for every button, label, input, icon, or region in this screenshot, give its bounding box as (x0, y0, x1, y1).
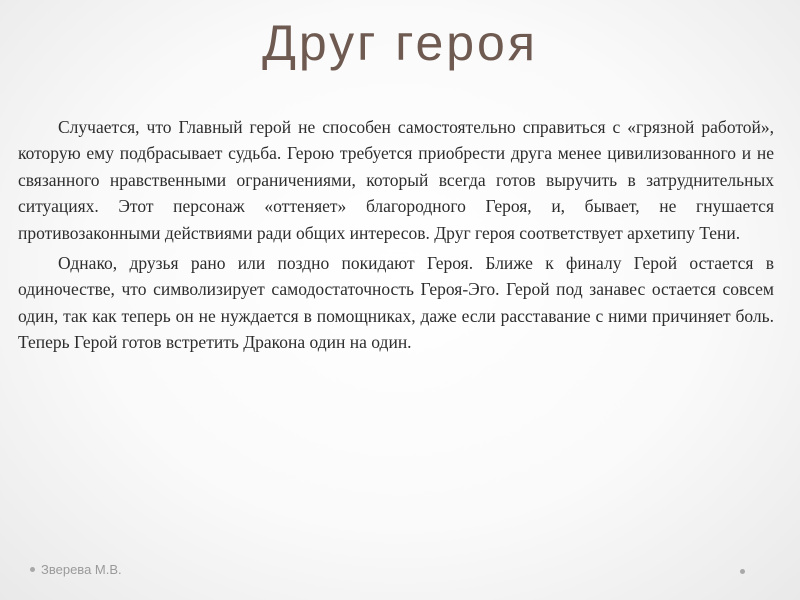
slide-body (18, 114, 774, 360)
corner-dot-icon (740, 569, 745, 574)
slide-title: Друг героя (262, 15, 538, 71)
bullet-dot-icon (30, 567, 35, 572)
paragraph-2: Однако, друзья рано или поздно покидают Героя. Ближе к финалу Герой остается в одиночестве, что символизирует самодостаточность Героя-Эго. Герой под занавес остается совсем один, так как теперь он не нуждается в помощниках, даже если расставание с ними причиняет боль. Теперь Герой готов встретить Дракона один на один. (18, 253, 774, 353)
paragraph-1: Случается, что Главный герой не способен самостоятельно справиться с «грязной работой», которую ему подбрасывает судьба. Герою требуется приобрести друга менее цивилизованного и не связанного нравственными ограничениями, который всегда готов выручить в затруднительных ситуациях. Этот персонаж «оттеняет» благородного Героя, и, бывает, не гнушается противозаконными действиями ради общих интересов. Друг героя соответствует архетипу Тени. (18, 117, 774, 243)
footer (30, 562, 122, 577)
footer-author: Зверева М.В. (41, 562, 122, 577)
